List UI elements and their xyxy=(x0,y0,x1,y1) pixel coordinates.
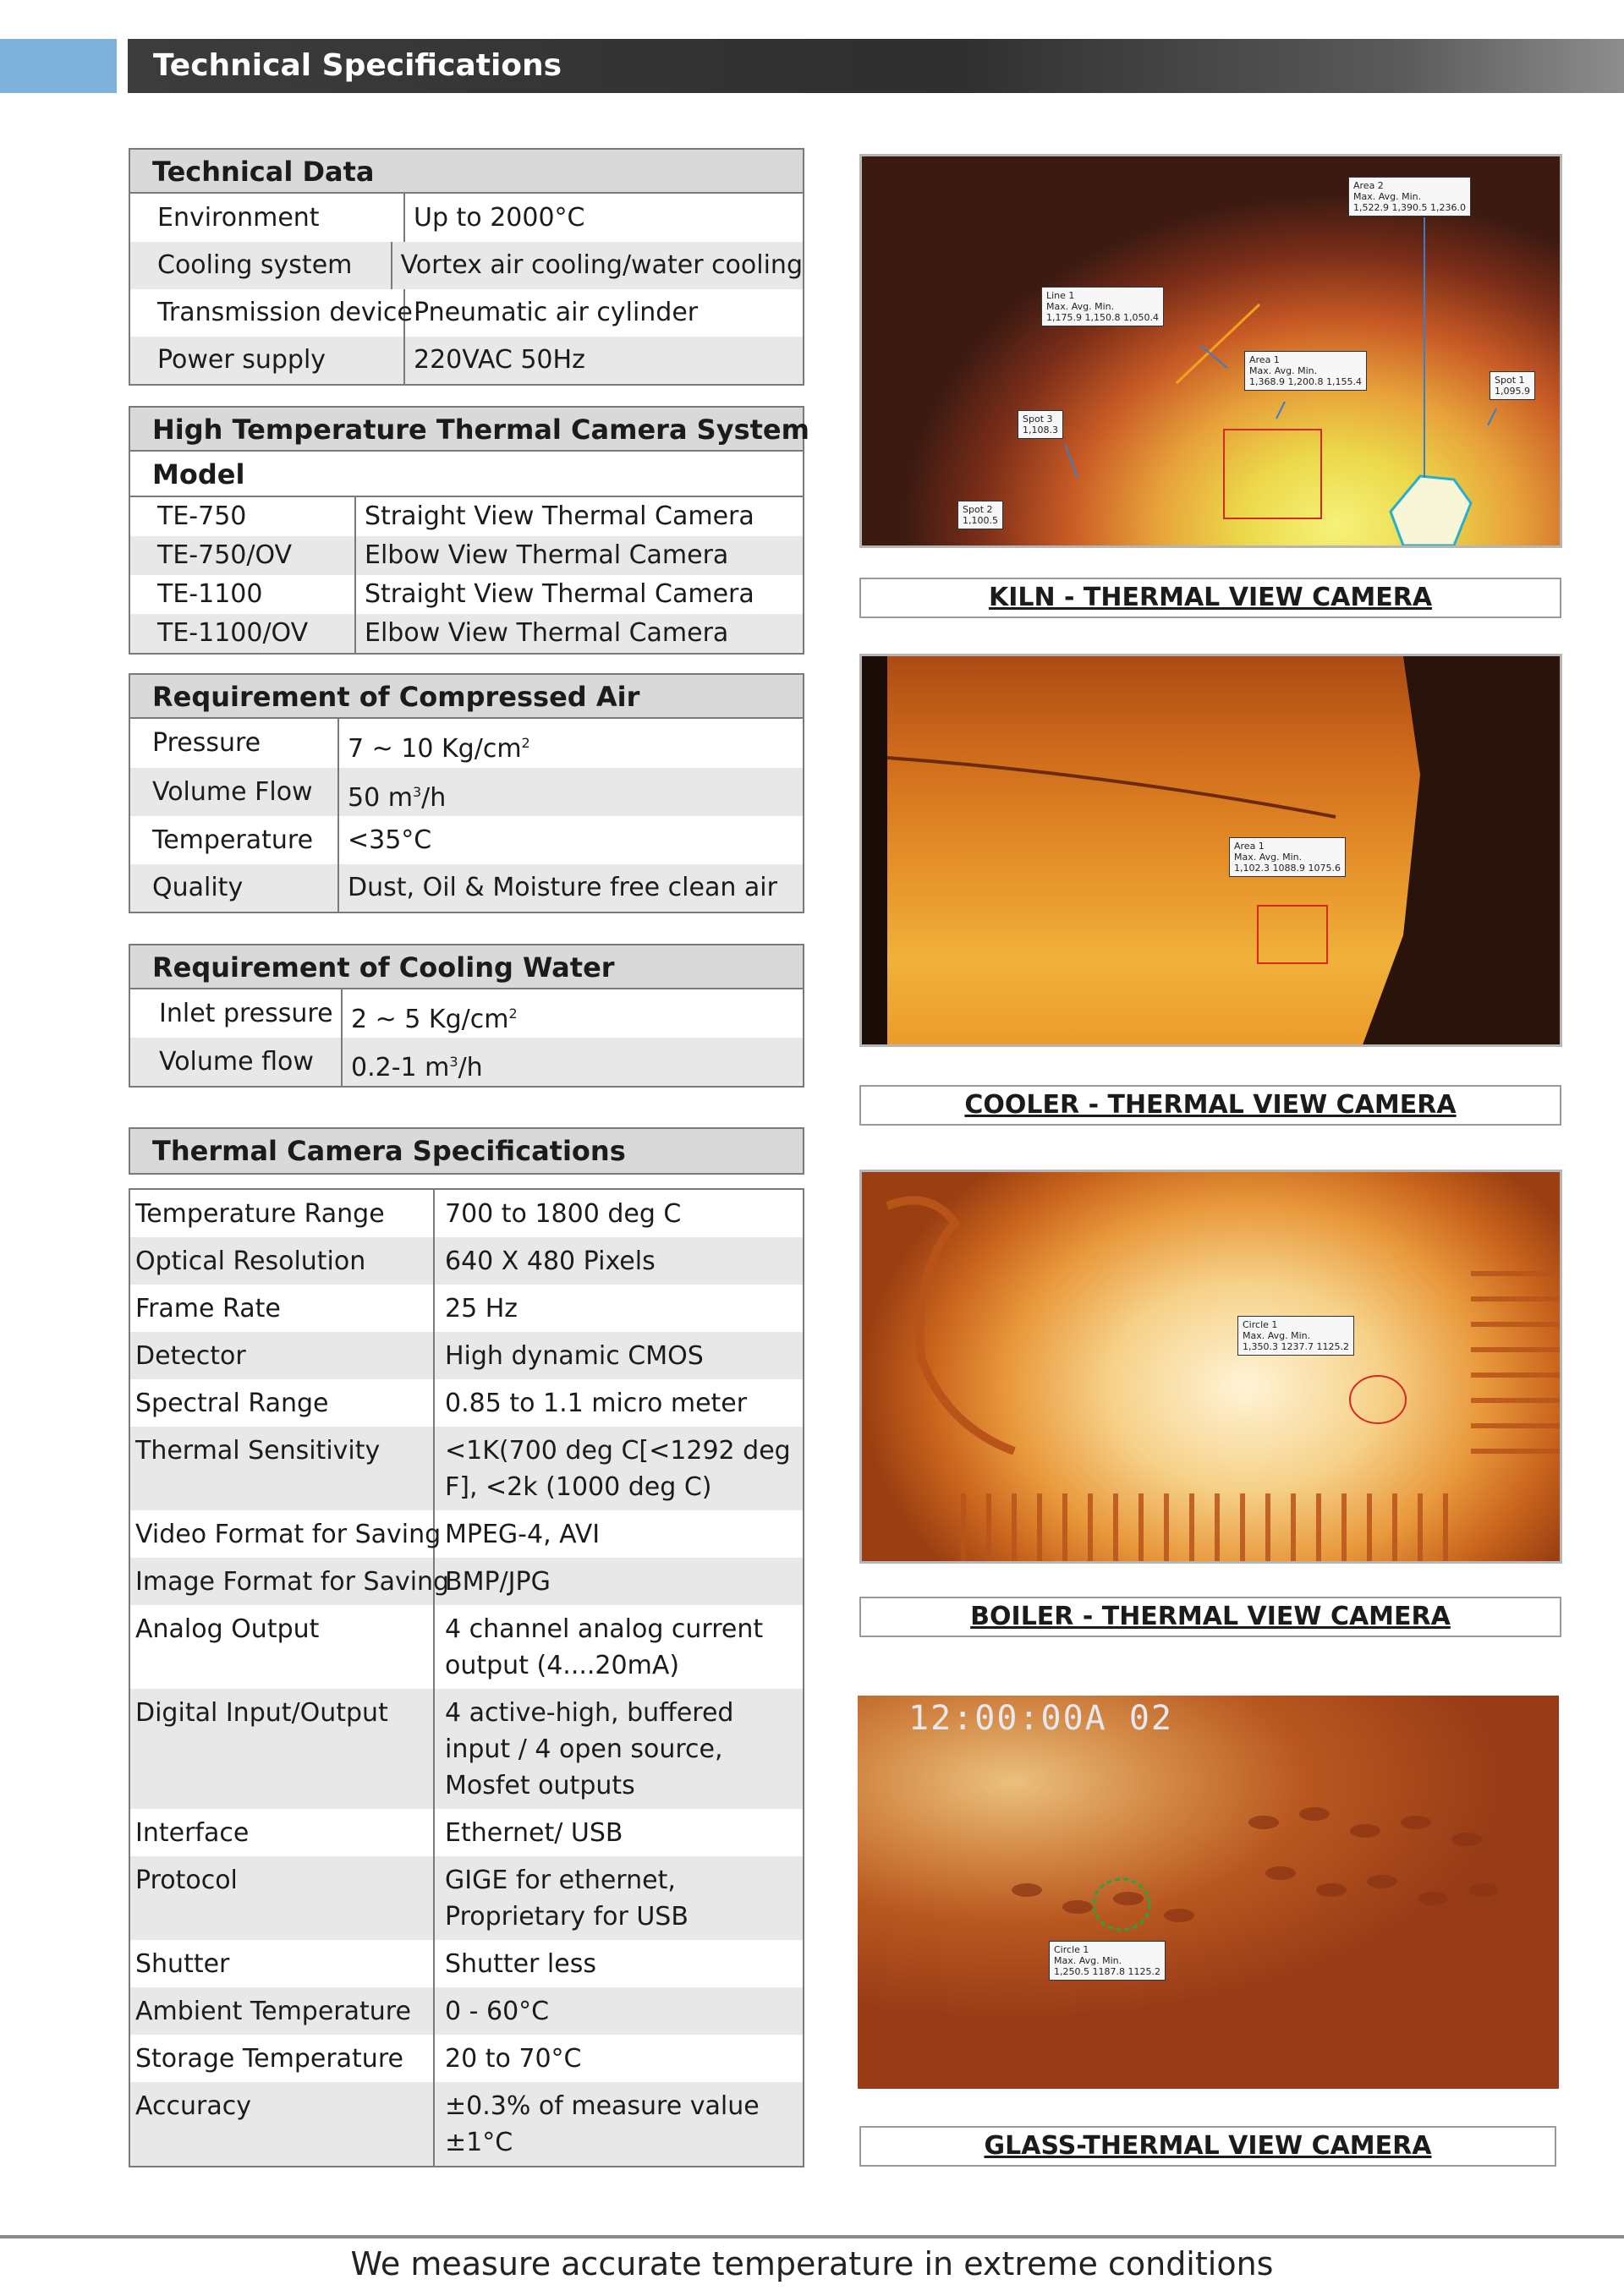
table-row xyxy=(130,1379,803,1427)
spec-value: High dynamic CMOS xyxy=(445,1341,704,1371)
table-title: Technical Data xyxy=(130,150,803,194)
table-row xyxy=(130,1689,803,1809)
model-code: TE-750/OV xyxy=(130,536,356,575)
table-row xyxy=(130,1510,803,1558)
table-row xyxy=(130,1809,803,1856)
glass-caption: GLASS-THERMAL VIEW CAMERA xyxy=(859,2126,1556,2167)
table-title: Requirement of Cooling Water xyxy=(130,945,803,989)
model-code: TE-1100 xyxy=(130,575,356,614)
row-value: Pneumatic air cylinder xyxy=(414,298,699,327)
row-label: Temperature xyxy=(130,816,339,864)
table-row xyxy=(130,768,803,816)
row-value: 220VAC 50Hz xyxy=(414,345,585,375)
kiln-spot1-readout: Spot 1 1,095.9 xyxy=(1490,371,1535,400)
row-label: Pressure xyxy=(130,719,339,768)
spec-value: 20 to 70°C xyxy=(445,2044,582,2074)
row-value: <35°C xyxy=(348,825,432,855)
spec-label: Image Format for Saving xyxy=(130,1558,435,1605)
kiln-thermal-image xyxy=(859,154,1562,548)
row-value: 7 ~ 10 $Kg/cm^2$ xyxy=(348,734,530,764)
glass-circle1-readout: Circle 1 Max. Avg. Min. 1,250.5 1187.8 1125.2 xyxy=(1049,1941,1166,1981)
spec-value: 4 active-high, buffered input / 4 open source, Mosfet outputs xyxy=(445,1698,734,1800)
table-row xyxy=(130,1605,803,1689)
row-value: Up to 2000°C xyxy=(414,203,585,233)
boiler-caption: BOILER - THERMAL VIEW CAMERA xyxy=(859,1597,1561,1637)
spec-label: Shutter xyxy=(130,1940,435,1987)
footer-tagline: We measure accurate temperature in extreme conditions xyxy=(350,2245,1274,2282)
cooler-area1-readout: Area 1 Max. Avg. Min. 1,102.3 1088.9 1075.6 xyxy=(1229,837,1346,877)
table-row xyxy=(130,719,803,768)
spec-value: 4 channel analog current output (4....20mA) xyxy=(445,1614,764,1680)
kiln-spot3-readout: Spot 3 1,108.3 xyxy=(1018,410,1063,439)
thermal-camera-specs-table xyxy=(129,1188,804,2167)
table-title: High Temperature Thermal Camera System xyxy=(130,408,803,452)
row-value: 0.2-1 $m^3/h$ xyxy=(351,1053,483,1082)
spec-label: Optical Resolution xyxy=(130,1237,435,1285)
row-label: Power supply xyxy=(130,337,405,384)
boiler-thermal-image xyxy=(859,1170,1562,1564)
table-row xyxy=(130,1190,803,1237)
table-row xyxy=(130,1038,803,1086)
spec-value: 0 - 60°C xyxy=(445,1997,550,2026)
row-value: Dust, Oil & Moisture free clean air xyxy=(348,873,777,902)
kiln-area1-readout: Area 1 Max. Avg. Min. 1,368.9 1,200.8 1,155.4 xyxy=(1244,351,1367,391)
table-row xyxy=(130,614,803,653)
model-code: TE-750 xyxy=(130,497,356,536)
table-row xyxy=(130,337,803,384)
table-row xyxy=(130,816,803,864)
row-label: Environment xyxy=(130,194,405,242)
row-value: Vortex air cooling/water cooling xyxy=(400,250,803,280)
spec-label: Analog Output xyxy=(130,1605,435,1689)
row-label: Quality xyxy=(130,864,339,912)
kiln-line1-readout: Line 1 Max. Avg. Min. 1,175.9 1,150.8 1,050.4 xyxy=(1041,287,1164,326)
glass-overlay xyxy=(858,1696,1559,2089)
spec-label: Protocol xyxy=(130,1856,435,1940)
spec-label: Spectral Range xyxy=(130,1379,435,1427)
spec-value: BMP/JPG xyxy=(445,1567,551,1597)
table-row xyxy=(130,864,803,912)
table-subtitle: Model xyxy=(130,452,803,497)
table-row xyxy=(130,2035,803,2082)
spec-label: Ambient Temperature xyxy=(130,1987,435,2035)
spec-value: 640 X 480 Pixels xyxy=(445,1247,656,1276)
table-row xyxy=(130,1427,803,1510)
spec-label: Digital Input/Output xyxy=(130,1689,435,1809)
table-row xyxy=(130,289,803,337)
spec-label: Interface xyxy=(130,1809,435,1856)
spec-value: 700 to 1800 deg C xyxy=(445,1199,682,1229)
row-label: Volume flow xyxy=(130,1038,343,1086)
kiln-spot2-readout: Spot 2 1,100.5 xyxy=(957,501,1003,529)
camera-system-table xyxy=(129,406,809,655)
compressed-air-table xyxy=(129,673,804,913)
spec-label: Temperature Range xyxy=(130,1190,435,1237)
glass-timestamp: 12:00:00A 02 xyxy=(908,1699,1173,1738)
spec-value: ±0.3% of measure value ±1°C xyxy=(445,2091,760,2157)
technical-data-table xyxy=(129,148,804,386)
spec-value: Ethernet/ USB xyxy=(445,1818,623,1848)
row-label: Transmission device xyxy=(130,289,405,337)
table-row xyxy=(130,1856,803,1940)
spec-label: Storage Temperature xyxy=(130,2035,435,2082)
kiln-caption: KILN - THERMAL VIEW CAMERA xyxy=(859,578,1561,618)
glass-thermal-image xyxy=(858,1696,1559,2089)
row-label: Cooling system xyxy=(130,242,392,289)
spec-value: GIGE for ethernet, Proprietary for USB xyxy=(445,1866,689,1932)
table-row xyxy=(130,497,803,536)
table-row xyxy=(130,1987,803,2035)
row-value: 2 ~ 5 $Kg/cm^2$ xyxy=(351,1005,518,1034)
boiler-overlay xyxy=(862,1172,1562,1564)
row-label: Volume Flow xyxy=(130,768,339,816)
cooling-water-table xyxy=(129,944,804,1088)
row-label: Inlet pressure xyxy=(130,989,343,1038)
table-row xyxy=(130,989,803,1038)
spec-value: MPEG-4, AVI xyxy=(445,1520,601,1549)
table-row xyxy=(130,536,803,575)
spec-value: <1K(700 deg C[<1292 deg F], <2k (1000 deg C) xyxy=(445,1436,791,1502)
model-description: Straight View Thermal Camera xyxy=(365,501,754,531)
cooler-caption: COOLER - THERMAL VIEW CAMERA xyxy=(859,1085,1561,1126)
spec-label: Thermal Sensitivity xyxy=(130,1427,435,1510)
spec-label: Frame Rate xyxy=(130,1285,435,1332)
table-title: Requirement of Compressed Air xyxy=(130,675,803,719)
spec-value: 25 Hz xyxy=(445,1294,518,1323)
spec-value: 0.85 to 1.1 micro meter xyxy=(445,1389,748,1418)
cooler-overlay xyxy=(862,656,1562,1047)
page-title: Technical Specifications xyxy=(128,39,1624,93)
table-row xyxy=(130,1285,803,1332)
boiler-circle1-readout: Circle 1 Max. Avg. Min. 1,350.3 1237.7 1125.2 xyxy=(1237,1316,1354,1356)
table-row xyxy=(130,242,803,289)
table-row xyxy=(130,1940,803,1987)
spec-label: Detector xyxy=(130,1332,435,1379)
cooler-thermal-image xyxy=(859,654,1562,1047)
table-row xyxy=(130,1558,803,1605)
model-description: Elbow View Thermal Camera xyxy=(365,618,729,648)
footer-divider xyxy=(0,2235,1624,2238)
model-code: TE-1100/OV xyxy=(130,614,356,653)
model-description: Elbow View Thermal Camera xyxy=(365,540,729,570)
table-row xyxy=(130,194,803,242)
table-row xyxy=(130,1332,803,1379)
specs-title-block xyxy=(129,1127,804,1175)
table-row xyxy=(130,2082,803,2166)
model-description: Straight View Thermal Camera xyxy=(365,579,754,609)
spec-value: Shutter less xyxy=(445,1949,596,1979)
spec-label: Accuracy xyxy=(130,2082,435,2166)
header-accent-block xyxy=(0,39,117,93)
table-row xyxy=(130,575,803,614)
table-row xyxy=(130,1237,803,1285)
table-title: Thermal Camera Specifications xyxy=(130,1129,803,1173)
kiln-area2-readout: Area 2 Max. Avg. Min. 1,522.9 1,390.5 1,236.0 xyxy=(1348,177,1471,216)
spec-label: Video Format for Saving xyxy=(130,1510,435,1558)
row-value: 50 $m^3/h$ xyxy=(348,783,447,813)
